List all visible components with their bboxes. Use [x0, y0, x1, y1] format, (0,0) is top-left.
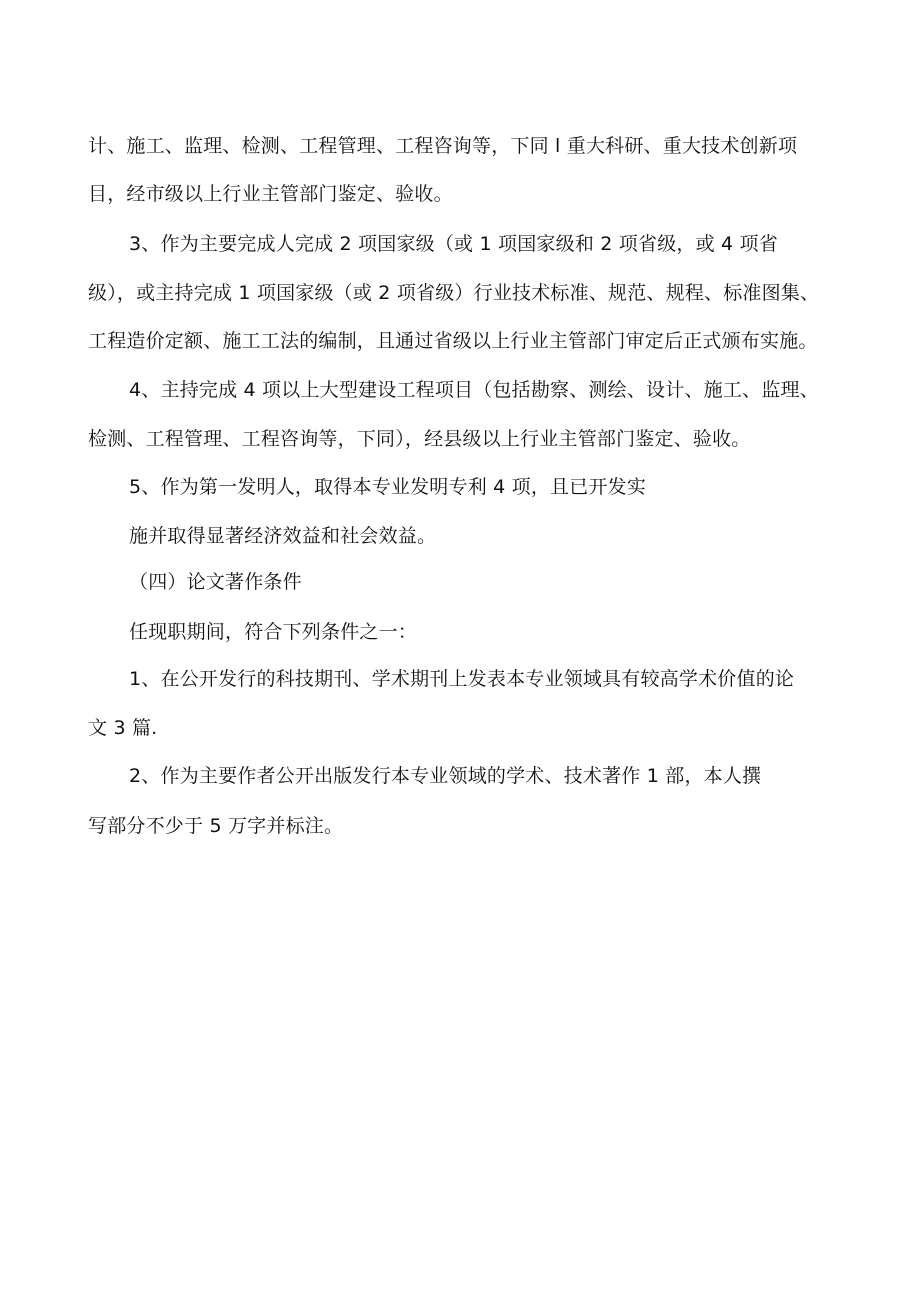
text-line: 5、作为第一发明人，取得本专业发明专利 4 项，且已开发实 [129, 476, 647, 498]
text-line: 3、作为主要完成人完成 2 项国家级（或 1 项国家级和 2 项省级，或 4 项省 [129, 233, 778, 255]
text-line: 2、作为主要作者公开出版发行本专业领域的学术、技术著作 1 部，本人撰 [129, 765, 762, 787]
text-line: 写部分不少于 5 万字并标注。 [88, 815, 344, 837]
section-heading: （四）论文著作条件 [129, 571, 302, 593]
text-line: 工程造价定额、施工工法的编制，且通过省级以上行业主管部门审定后正式颁布实施。 [88, 330, 818, 352]
text-line: 级），或主持完成 1 项国家级（或 2 项省级）行业技术标准、规范、规程、标准图集、 [88, 282, 820, 304]
text-line: 施并取得显著经济效益和社会效益。 [129, 525, 437, 547]
text-line: 文 3 篇. [88, 717, 158, 739]
text-line: 计、施工、监理、检测、工程管理、工程咨询等，下同 l 重大科研、重大技术创新项 [88, 135, 798, 157]
text-line: 任现职期间，符合下列条件之一： [129, 621, 418, 643]
text-line: 4、主持完成 4 项以上大型建设工程项目（包括勘察、测绘、设计、施工、监理、 [129, 379, 819, 401]
text-line: 1、在公开发行的科技期刊、学术期刊上发表本专业领域具有较高学术价值的论 [129, 668, 795, 690]
text-line: 检测、工程管理、工程咨询等，下同），经县级以上行业主管部门鉴定、验收。 [88, 428, 751, 450]
text-line: 目，经市级以上行业主管部门鉴定、验收。 [88, 183, 453, 205]
